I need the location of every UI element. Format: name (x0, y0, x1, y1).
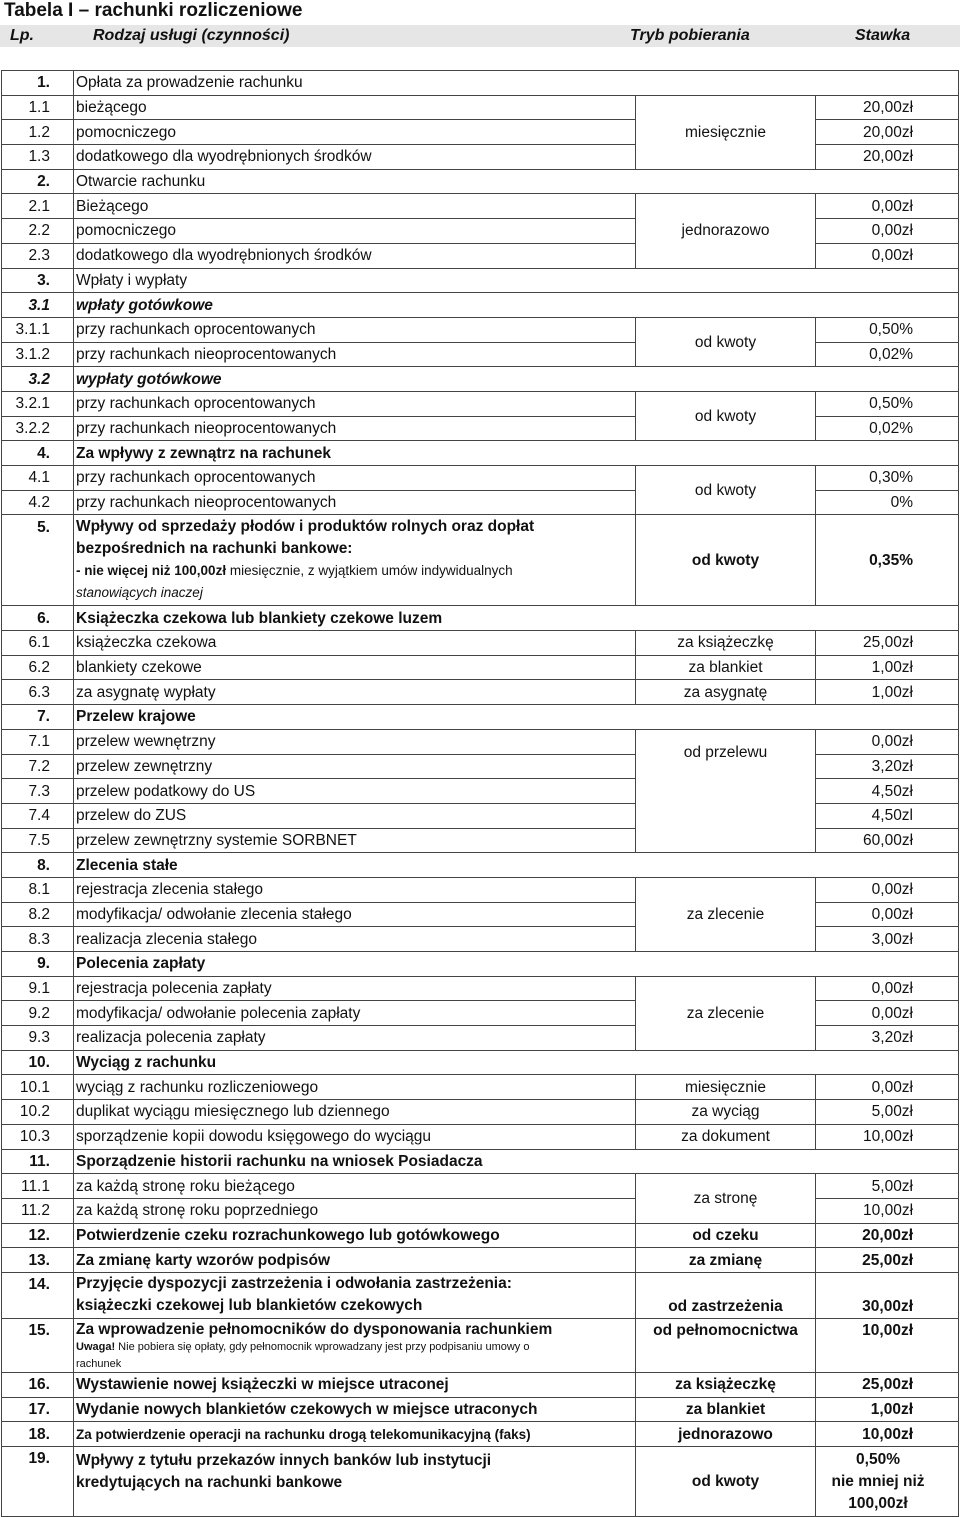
row-description: przy rachunkach nieoprocentowanych (74, 416, 636, 441)
rate-line: nie mniej niż (831, 1472, 925, 1490)
row-rate: 3,00zł (816, 927, 959, 952)
row-number: 4.1 (2, 466, 74, 491)
section-row-19 (2, 1447, 959, 1517)
row-rate: 0,00zł (816, 1075, 959, 1100)
row-description: za każdą stronę roku bieżącego (74, 1174, 636, 1199)
row-mode: jednorazowo (636, 1422, 816, 1447)
row-description: blankiety czekowe (74, 655, 636, 680)
row-rate (816, 1447, 959, 1517)
row-mode: za blankiet (636, 655, 816, 680)
rate-line: 0,50% (856, 1450, 900, 1468)
row-number: 10.1 (2, 1075, 74, 1100)
row-rate: 3,20zł (816, 1026, 959, 1051)
table-row (2, 902, 959, 927)
row-description (74, 1272, 636, 1318)
row-mode: od kwoty (636, 391, 816, 440)
row-mode: za dokument (636, 1124, 816, 1149)
row-number: 4.2 (2, 490, 74, 515)
row-description: wpłaty gotówkowe (74, 293, 959, 318)
row-description: Bieżącego (74, 194, 636, 219)
row-rate: 0,00zł (816, 976, 959, 1001)
row-description: dodatkowego dla wyodrębnionych środków (74, 243, 636, 268)
subsection-row (2, 367, 959, 392)
row-rate: 1,00zł (816, 680, 959, 705)
row-mode: jednorazowo (636, 194, 816, 268)
row-description: Przelew krajowe (74, 705, 959, 730)
row-rate: 20,00zł (816, 95, 959, 120)
row-number: 9.1 (2, 976, 74, 1001)
row-number: 6. (2, 606, 74, 631)
row-description: przy rachunkach oprocentowanych (74, 466, 636, 491)
row-description: za każdą stronę roku poprzedniego (74, 1198, 636, 1223)
table-row (2, 680, 959, 705)
description-line: Wpływy od sprzedaży płodów i produktów rolnych oraz dopłat (76, 518, 535, 536)
row-number: 2.1 (2, 194, 74, 219)
description-note (76, 1341, 529, 1353)
row-number: 9.3 (2, 1026, 74, 1051)
row-description: Za potwierdzenie operacji na rachunku drogą telekomunikacyjną (faks) (74, 1422, 636, 1447)
row-rate: 0,00zł (816, 902, 959, 927)
row-mode: za asygnatę (636, 680, 816, 705)
row-number: 11. (2, 1149, 74, 1174)
row-description: przy rachunkach oprocentowanych (74, 317, 636, 342)
table-row (2, 243, 959, 268)
row-number: 7. (2, 705, 74, 730)
row-rate: 0,50% (816, 317, 959, 342)
row-mode: za blankiet (636, 1397, 816, 1422)
row-description: Sporządzenie historii rachunku na wniosek Posiadacza (74, 1149, 959, 1174)
row-description (74, 515, 636, 606)
row-number: 19. (2, 1447, 74, 1517)
table-header (0, 25, 960, 47)
note-text: Nie pobiera się opłaty, gdy pełnomocnik wprowadzany jest przy podpisaniu umowy o (115, 1340, 530, 1353)
row-number: 8.3 (2, 927, 74, 952)
section-row-8 (2, 853, 959, 878)
table-row (2, 317, 959, 342)
row-description: Za zmianę karty wzorów podpisów (74, 1248, 636, 1273)
section-row-10 (2, 1050, 959, 1075)
row-number: 6.2 (2, 655, 74, 680)
table-row (2, 828, 959, 853)
row-number: 3.1 (2, 293, 74, 318)
note-emphasis: - nie więcej niż 100,00zł (76, 563, 227, 579)
row-description: pomocniczego (74, 120, 636, 145)
row-number: 3.2 (2, 367, 74, 392)
row-description: Otwarcie rachunku (74, 169, 959, 194)
row-description: Zlecenia stałe (74, 853, 959, 878)
row-description: przy rachunkach nieoprocentowanych (74, 490, 636, 515)
table-row (2, 219, 959, 244)
row-number: 7.4 (2, 803, 74, 828)
row-rate: 30,00zł (816, 1272, 959, 1318)
row-rate: 20,00zł (816, 120, 959, 145)
section-row-1 (2, 71, 959, 96)
row-rate: 4,50zł (816, 779, 959, 804)
row-rate: 25,00zł (816, 1248, 959, 1273)
row-description (74, 1318, 636, 1372)
row-rate: 0,00zł (816, 729, 959, 754)
row-number: 1.3 (2, 145, 74, 170)
row-rate: 0,00zł (816, 1001, 959, 1026)
row-number: 5. (2, 515, 74, 606)
row-description: Wystawienie nowej książeczki w miejsce utraconej (74, 1372, 636, 1397)
description-line: książeczki czekowej lub blankietów czekowych (76, 1297, 423, 1315)
row-number: 10.3 (2, 1124, 74, 1149)
description-line: Za wprowadzenie pełnomocników do dysponowania rachunkiem (76, 1320, 553, 1338)
table-row (2, 95, 959, 120)
section-row-18 (2, 1422, 959, 1447)
row-rate: 0,50% (816, 391, 959, 416)
description-note: stanowiących inaczej (76, 585, 203, 601)
row-number: 13. (2, 1248, 74, 1273)
fees-table (1, 70, 959, 1517)
row-rate: 0,02% (816, 416, 959, 441)
section-row-12 (2, 1223, 959, 1248)
row-description: dodatkowego dla wyodrębnionych środków (74, 145, 636, 170)
row-number: 6.3 (2, 680, 74, 705)
row-number: 7.2 (2, 754, 74, 779)
section-row-2 (2, 169, 959, 194)
row-mode: za zmianę (636, 1248, 816, 1273)
row-rate: 10,00zł (816, 1318, 959, 1372)
description-note (76, 563, 513, 578)
row-rate: 0,02% (816, 342, 959, 367)
row-number: 6.1 (2, 631, 74, 656)
table-row (2, 120, 959, 145)
row-description: przelew zewnętrzny systemie SORBNET (74, 828, 636, 853)
row-rate: 1,00zł (816, 1397, 959, 1422)
row-description: sporządzenie kopii dowodu księgowego do wyciągu (74, 1124, 636, 1149)
row-description: Książeczka czekowa lub blankiety czekowe luzem (74, 606, 959, 631)
page-title: Tabela I – rachunki rozliczeniowe (4, 0, 303, 21)
row-rate: 0,30% (816, 466, 959, 491)
section-row-6 (2, 606, 959, 631)
table-row (2, 466, 959, 491)
row-number: 10.2 (2, 1100, 74, 1125)
row-rate: 0% (816, 490, 959, 515)
section-row-7 (2, 705, 959, 730)
row-number: 3.2.1 (2, 391, 74, 416)
table-row (2, 927, 959, 952)
row-mode: za książeczkę (636, 631, 816, 656)
row-mode: miesięcznie (636, 95, 816, 169)
row-mode: od pełnomocnictwa (636, 1318, 816, 1372)
row-number: 3.2.2 (2, 416, 74, 441)
table-row (2, 145, 959, 170)
row-rate: 1,00zł (816, 655, 959, 680)
table-row (2, 1026, 959, 1051)
row-number: 7.1 (2, 729, 74, 754)
table-row (2, 729, 959, 754)
row-number: 4. (2, 441, 74, 466)
row-description: Polecenia zapłaty (74, 952, 959, 977)
row-rate: 3,20zł (816, 754, 959, 779)
row-description: Wydanie nowych blankietów czekowych w miejsce utraconych (74, 1397, 636, 1422)
description-line: Wpływy z tytułu przekazów innych banków lub instytucji (76, 1452, 492, 1469)
description-note: rachunek (76, 1357, 122, 1370)
row-number: 1. (2, 71, 74, 96)
row-number: 7.5 (2, 828, 74, 853)
row-description: Wpłaty i wypłaty (74, 268, 959, 293)
table-row (2, 391, 959, 416)
row-mode: za zlecenie (636, 976, 816, 1050)
section-row-9 (2, 952, 959, 977)
row-rate: 20,00zł (816, 145, 959, 170)
section-row-13 (2, 1248, 959, 1273)
row-rate: 0,00zł (816, 219, 959, 244)
row-description: rejestracja polecenia zapłaty (74, 976, 636, 1001)
row-mode: za zlecenie (636, 877, 816, 951)
row-mode: za stronę (636, 1174, 816, 1223)
row-mode: za książeczkę (636, 1372, 816, 1397)
row-rate: 0,35% (816, 515, 959, 606)
row-rate: 10,00zł (816, 1124, 959, 1149)
row-mode: za wyciąg (636, 1100, 816, 1125)
row-number: 8.1 (2, 877, 74, 902)
row-rate: 0,00zł (816, 243, 959, 268)
row-mode: od przelewu (636, 729, 816, 852)
row-rate: 10,00zł (816, 1422, 959, 1447)
table-row (2, 1100, 959, 1125)
row-number: 8. (2, 853, 74, 878)
note-text: miesięcznie, z wyjątkiem umów indywidualnych (226, 563, 513, 579)
table-row (2, 1198, 959, 1223)
description-line: Przyjęcie dyspozycji zastrzeżenia i odwołania zastrzeżenia: (76, 1275, 512, 1293)
row-number: 3. (2, 268, 74, 293)
section-row-11 (2, 1149, 959, 1174)
section-row-14 (2, 1272, 959, 1318)
row-number: 2.3 (2, 243, 74, 268)
row-mode: od zastrzeżenia (636, 1272, 816, 1318)
row-description: realizacja polecenia zapłaty (74, 1026, 636, 1051)
row-number: 3.1.1 (2, 317, 74, 342)
description-line: bezpośrednich na rachunki bankowe: (76, 540, 353, 558)
row-number: 3.1.2 (2, 342, 74, 367)
row-number: 15. (2, 1318, 74, 1372)
row-rate: 20,00zł (816, 1223, 959, 1248)
row-description: przelew do ZUS (74, 803, 636, 828)
row-description: bieżącego (74, 95, 636, 120)
row-number: 9. (2, 952, 74, 977)
row-rate: 60,00zł (816, 828, 959, 853)
row-mode: od kwoty (636, 515, 816, 606)
row-number: 17. (2, 1397, 74, 1422)
row-number: 2.2 (2, 219, 74, 244)
row-number: 8.2 (2, 902, 74, 927)
row-number: 2. (2, 169, 74, 194)
row-rate: 5,00zł (816, 1174, 959, 1199)
row-rate: 4,50zl (816, 803, 959, 828)
row-rate: 25,00zł (816, 631, 959, 656)
section-row-3 (2, 268, 959, 293)
table-row (2, 1075, 959, 1100)
row-description (74, 1447, 636, 1517)
row-rate: 10,00zł (816, 1198, 959, 1223)
table-row (2, 1124, 959, 1149)
row-mode: od kwoty (636, 317, 816, 366)
row-description: modyfikacja/ odwołanie zlecenia stałego (74, 902, 636, 927)
row-number: 11.1 (2, 1174, 74, 1199)
table-row (2, 803, 959, 828)
row-mode: od czeku (636, 1223, 816, 1248)
table-row (2, 877, 959, 902)
table-row (2, 779, 959, 804)
table-row (2, 1174, 959, 1199)
row-description: wyciąg z rachunku rozliczeniowego (74, 1075, 636, 1100)
row-description: rejestracja zlecenia stałego (74, 877, 636, 902)
row-description: Opłata za prowadzenie rachunku (74, 71, 959, 96)
row-number: 9.2 (2, 1001, 74, 1026)
section-row-16 (2, 1372, 959, 1397)
section-row-17 (2, 1397, 959, 1422)
row-description: książeczka czekowa (74, 631, 636, 656)
row-number: 11.2 (2, 1198, 74, 1223)
row-number: 12. (2, 1223, 74, 1248)
description-line: kredytujących na rachunki bankowe (76, 1474, 343, 1491)
row-mode: od kwoty (636, 1447, 816, 1517)
row-description: przelew wewnętrzny (74, 729, 636, 754)
row-description: przelew podatkowy do US (74, 779, 636, 804)
table-row (2, 631, 959, 656)
header-rate: Stawka (855, 27, 911, 44)
row-description: realizacja zlecenia stałego (74, 927, 636, 952)
row-number: 16. (2, 1372, 74, 1397)
table-row (2, 342, 959, 367)
row-rate: 0,00zł (816, 877, 959, 902)
subsection-row (2, 293, 959, 318)
row-description: pomocniczego (74, 219, 636, 244)
row-description: przy rachunkach nieoprocentowanych (74, 342, 636, 367)
row-rate: 25,00zł (816, 1372, 959, 1397)
table-row (2, 976, 959, 1001)
row-description: Potwierdzenie czeku rozrachunkowego lub gotówkowego (74, 1223, 636, 1248)
row-mode: miesięcznie (636, 1075, 816, 1100)
table-row (2, 1001, 959, 1026)
row-description: Wyciąg z rachunku (74, 1050, 959, 1075)
row-mode: od kwoty (636, 466, 816, 515)
row-description: przelew zewnętrzny (74, 754, 636, 779)
section-row-15 (2, 1318, 959, 1372)
table-row (2, 490, 959, 515)
row-number: 18. (2, 1422, 74, 1447)
row-description: przy rachunkach oprocentowanych (74, 391, 636, 416)
table-row (2, 416, 959, 441)
header-mode: Tryb pobierania (630, 27, 750, 44)
row-description: duplikat wyciągu miesięcznego lub dziennego (74, 1100, 636, 1125)
row-number: 1.1 (2, 95, 74, 120)
section-row-5 (2, 515, 959, 606)
row-description: za asygnatę wypłaty (74, 680, 636, 705)
row-rate: 5,00zł (816, 1100, 959, 1125)
table-row (2, 194, 959, 219)
table-row (2, 754, 959, 779)
note-emphasis: Uwaga! (76, 1340, 116, 1353)
row-number: 10. (2, 1050, 74, 1075)
row-number: 14. (2, 1272, 74, 1318)
table-row (2, 655, 959, 680)
row-number: 1.2 (2, 120, 74, 145)
rate-line: 100,00zł (848, 1494, 908, 1512)
row-rate: 0,00zł (816, 194, 959, 219)
header-lp: Lp. (10, 27, 34, 44)
row-description: Za wpływy z zewnątrz na rachunek (74, 441, 959, 466)
section-row-4 (2, 441, 959, 466)
header-service: Rodzaj usługi (czynności) (93, 27, 290, 44)
row-description: wypłaty gotówkowe (74, 367, 959, 392)
row-number: 7.3 (2, 779, 74, 804)
row-description: modyfikacja/ odwołanie polecenia zapłaty (74, 1001, 636, 1026)
